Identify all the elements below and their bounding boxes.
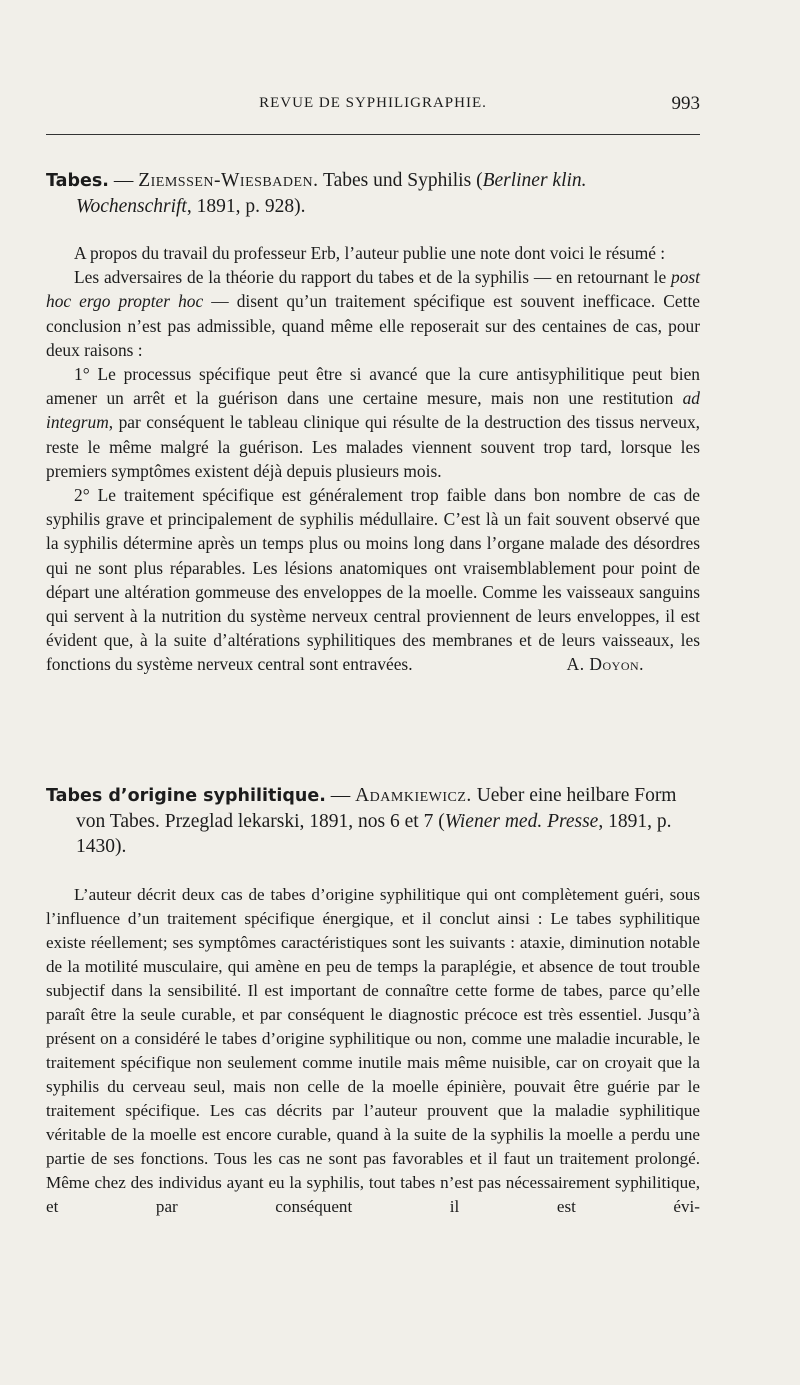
heading-dash: — bbox=[113, 170, 134, 191]
ref-open: ( bbox=[438, 811, 445, 832]
paragraph bbox=[46, 265, 700, 362]
article-title: Ueber eine heilbare Form von Tabes. Przeglad lekarski, 1891, nos 6 et 7 bbox=[76, 785, 677, 832]
ref-open: ( bbox=[476, 170, 483, 191]
latin-phrase: post hoc ergo propter hoc bbox=[46, 267, 700, 312]
article-author: Adamkiewicz. bbox=[355, 785, 472, 806]
paragraph-text: Les adversaires de la théorie du rapport du tabes et de la syphilis — en retournant le bbox=[74, 267, 671, 288]
article-heading bbox=[46, 168, 700, 219]
signature: A. Doyon. bbox=[566, 654, 644, 675]
heading-dash: — bbox=[330, 785, 351, 806]
article-body bbox=[46, 241, 700, 677]
paragraph-text: , par conséquent le tableau clinique qui résulte de la destruction des tissus nerveux, reste le même malgré la guérison. Les malades viennent souvent trop tard, lorsque les premiers symptômes existent déjà depuis plusieurs mois. bbox=[46, 412, 700, 481]
article-heading bbox=[46, 783, 700, 859]
header-rule bbox=[46, 134, 700, 135]
paragraph-text: 2° Le traitement spécifique est généralement trop faible dans bon nombre de cas de syphilis grave et principalement de syphilis médullaire. C’est là un fait souvent observé que la syphilis détermine après un temps plus ou moins long dans l’organe malade des désordres qui ne sont plus réparables. Les lésions anatomiques ont vraisemblablement pour point de départ une altération gommeuse des enveloppes de la moelle. Comme les vaisseaux sanguins qui servent à la nutrition du système nerveux central proviennent de leurs enveloppes, il est évident que, à la suite d’altérations syphilitiques des membranes et de leurs vaisseaux, les fonctions du système nerveux central sont entravées. bbox=[46, 485, 700, 675]
article-tabes-origine-syphilitique bbox=[46, 783, 700, 1219]
article-subject: Tabes d’origine syphilitique. bbox=[46, 786, 326, 806]
paragraph: A propos du travail du professeur Erb, l’auteur publie une note dont voici le résumé : bbox=[74, 243, 666, 263]
journal-title: REVUE DE SYPHILIGRAPHIE. bbox=[259, 95, 487, 111]
article-tabes-syphilis bbox=[46, 168, 700, 677]
page-number: 993 bbox=[671, 93, 700, 114]
paragraph bbox=[46, 362, 700, 483]
journal-name: Berliner klin. Wochenschrift bbox=[76, 170, 587, 217]
paragraph bbox=[46, 483, 700, 677]
running-head bbox=[46, 95, 700, 125]
article-title: Tabes und Syphilis bbox=[323, 170, 472, 191]
article-body bbox=[46, 883, 700, 1219]
article-subject: Tabes. bbox=[46, 171, 109, 191]
paragraph-text: 1° Le processus spécifique peut être si avancé que la cure antisyphilitique peut bien amener un arrêt et la guérison dans une certaine mesure, mais non une restitution bbox=[46, 364, 700, 409]
article-author: Ziemssen-Wiesbaden. bbox=[138, 170, 319, 191]
journal-name: Wiener med. Presse bbox=[444, 811, 599, 832]
ref-details: , 1891, p. 928). bbox=[186, 196, 306, 217]
paragraph-text: — disent qu’un traitement spécifique est souvent inefficace. Cette conclusion n’est pas admissible, quand même elle reposerait sur des centaines de cas, pour deux raisons : bbox=[46, 291, 700, 360]
latin-phrase: ad integrum bbox=[46, 388, 700, 433]
paragraph: L’auteur décrit deux cas de tabes d’origine syphilitique qui ont complètement guéri, sous l’influence d’un traitement spécifique énergique, et il conclut ainsi : Le tabes syphilitique existe réellement; ses symptômes caractéristiques sont les suivants : ataxie, diminution notable de la motilité musculaire, qui amène en peu de temps la paraplégie, et absence de tout trouble subjectif dans la sensibilité. Il est important de connaître cette forme de tabes, parce qu’elle paraît être la seule curable, et par conséquent le diagnostic précoce est très essentiel. Jusqu’à présent on a considéré le tabes d’origine syphilitique ou non, comme une maladie incurable, le traitement spécifique non seulement comme inutile mais même nuisible, car on croyait que la syphilis du cerveau seul, mais non celle de la moelle épinière, pouvait être guérie par le traitement spécifique. Les cas décrits par l’auteur prouvent que la maladie syphilitique véritable de la moelle est encore curable, quand à la suite de la syphilis la moelle a perdu une partie de ses fonctions. Tous les cas ne sont pas favorables et il faut un traitement prolongé. Même chez des individus ayant eu la syphilis, tout tabes n’est pas nécessairement syphilitique, et par conséquent il est évi- bbox=[46, 885, 700, 1216]
ref-details: , 1891, p. 1430). bbox=[76, 811, 672, 857]
